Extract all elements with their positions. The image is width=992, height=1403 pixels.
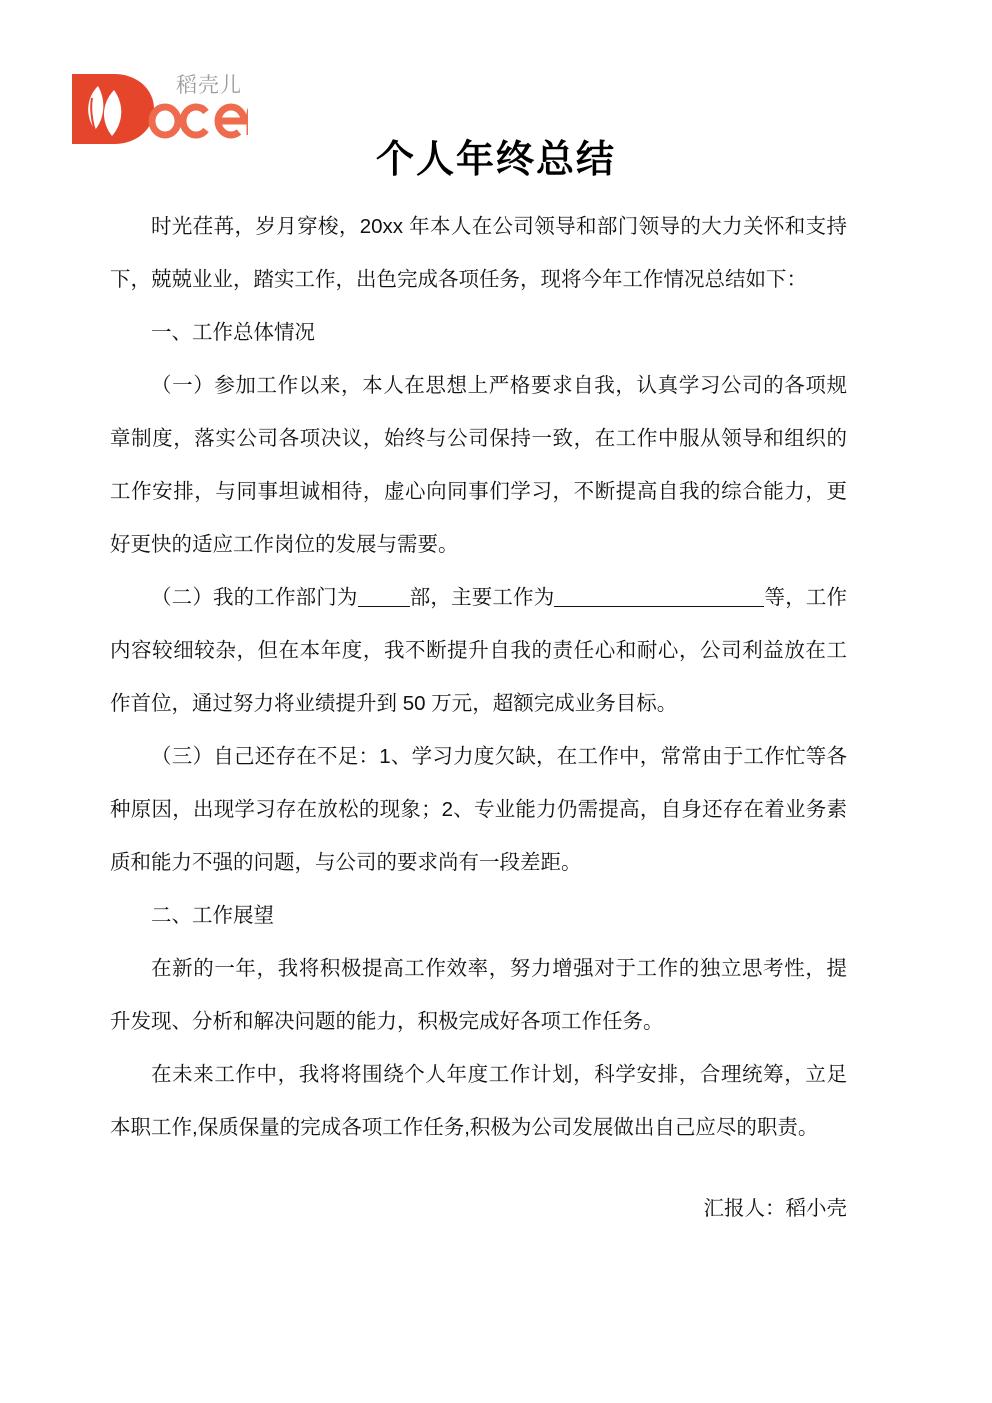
- paragraph-section-1-item-3: （三）自己还存在不足：1、学习力度欠缺，在工作中，常常由于工作忙等各种原因，出现学习存在放松的现象；2、专业能力仍需提高，自身还存在着业务素质和能力不强的问题，与公司的要求尚有一段差距。: [110, 745, 847, 874]
- paragraph-section-2-para-1: 在新的一年，我将积极提高工作效率，努力增强对于工作的独立思考性，提升发现、分析和解决问题的能力，积极完成好各项工作任务。: [110, 957, 847, 1033]
- svg-text:稻壳儿: 稻壳儿: [176, 74, 242, 97]
- signature-line: 汇报人：稻小壳: [703, 1197, 847, 1220]
- fill-in-tail: 等，工作内容较细较杂，但在本年度，我不断提升自我的责任心和耐心，公司利益放在工作首位，通过努力将业绩提升到 50 万元，超额完成业务目标。: [110, 586, 848, 715]
- heading-section-2: 二、工作展望: [151, 904, 274, 927]
- heading-section-1: 一、工作总体情况: [151, 321, 315, 344]
- paragraph-section-1-item-1: （一）参加工作以来，本人在思想上严格要求自我，认真学习公司的各项规章制度，落实公司各项决议，始终与公司保持一致，在工作中服从领导和组织的工作安排，与同事坦诚相待，虚心向同事们学习，不断提高自我的综合能力，更好更快的适应工作岗位的发展与需要。: [110, 374, 847, 556]
- paragraph-section-2-para-2: 在未来工作中，我将将围绕个人年度工作计划，科学安排，合理统筹，立足本职工作,保质保量的完成各项工作任务,积极为公司发展做出自己应尽的职责。: [110, 1063, 847, 1139]
- blank-main-duties-field[interactable]: [554, 606, 764, 607]
- fill-in-mid: 部，主要工作为: [409, 586, 555, 609]
- page-title: 个人年终总结: [375, 139, 616, 181]
- paragraph-section-1-item-2: [110, 571, 847, 730]
- blank-department-field[interactable]: [358, 606, 410, 607]
- paragraph-intro: 时光荏苒，岁月穿梭，20xx 年本人在公司领导和部门领导的大力关怀和支持下，兢兢业业，踏实工作，出色完成各项任务，现将今年工作情况总结如下：: [110, 215, 847, 291]
- document-body: [110, 200, 847, 1154]
- fill-in-lead: （二）我的工作部门为: [151, 586, 358, 609]
